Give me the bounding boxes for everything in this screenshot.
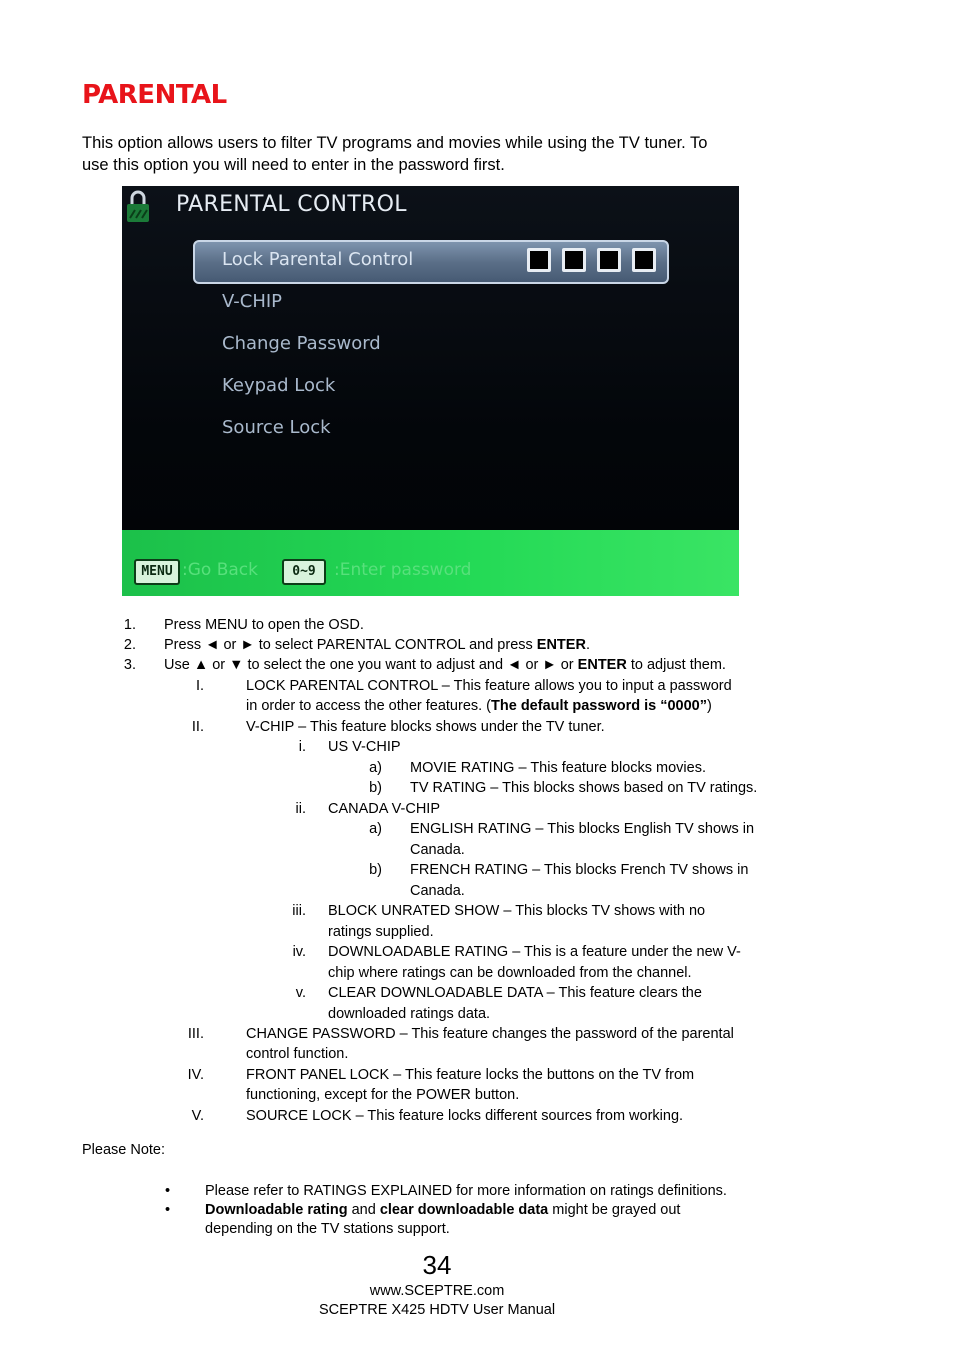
footer-manual-title: SCEPTRE X425 HDTV User Manual xyxy=(318,1302,556,1318)
osd-item-source-lock[interactable]: Source Lock xyxy=(222,417,331,438)
step-text-part: to adjust them. xyxy=(626,657,726,673)
osd-item-lock-parental-control[interactable]: Lock Parental Control xyxy=(222,249,414,270)
item-text: Canada. xyxy=(410,883,465,899)
intro-line-2: use this option you will need to enter in the password first. xyxy=(82,156,505,174)
item-text: ratings supplied. xyxy=(328,924,434,940)
item-number: a) xyxy=(369,821,382,837)
page-title: PARENTAL xyxy=(82,80,227,110)
item-text: US V-CHIP xyxy=(328,739,401,755)
item-number: ii. xyxy=(295,801,306,817)
item-number: b) xyxy=(369,780,382,796)
item-text xyxy=(246,696,712,716)
note-text-part: and xyxy=(347,1202,380,1218)
item-text: Canada. xyxy=(410,842,465,858)
item-text: downloaded ratings data. xyxy=(328,1006,491,1022)
item-number: V. xyxy=(191,1108,204,1124)
enter-key-text: ENTER xyxy=(577,657,627,673)
lock-icon xyxy=(124,188,164,228)
intro-paragraph xyxy=(82,132,822,176)
footer-website: www.SCEPTRE.com xyxy=(369,1283,505,1299)
note-bold-text: clear downloadable data xyxy=(379,1202,549,1218)
item-text: DOWNLOADABLE RATING – This is a feature under the new V- xyxy=(328,944,741,960)
enter-key-text: ENTER xyxy=(536,637,586,653)
item-text: LOCK PARENTAL CONTROL – This feature allows you to input a password xyxy=(246,678,732,694)
item-text: SOURCE LOCK – This feature locks different sources from working. xyxy=(246,1108,684,1124)
osd-title: PARENTAL CONTROL xyxy=(176,192,407,217)
step-number: 2. xyxy=(123,637,136,653)
item-text-part: in order to access the other features. ( xyxy=(246,698,492,714)
item-text: control function. xyxy=(246,1046,349,1062)
item-number: i. xyxy=(298,739,306,755)
osd-item-v-chip[interactable]: V-CHIP xyxy=(222,291,283,312)
step-text: Press MENU to open the OSD. xyxy=(164,617,364,633)
item-text: FRENCH RATING – This blocks French TV shows in xyxy=(410,862,749,878)
step-number: 3. xyxy=(123,657,136,673)
item-text: CHANGE PASSWORD – This feature changes the password of the parental xyxy=(246,1026,734,1042)
page-number: 34 xyxy=(422,1250,452,1280)
item-text: BLOCK UNRATED SHOW – This blocks TV shows with no xyxy=(328,903,706,919)
note-heading: Please Note: xyxy=(82,1142,166,1158)
step-text-part: . xyxy=(585,637,590,653)
password-digit-4[interactable] xyxy=(632,248,656,272)
osd-footer xyxy=(122,530,739,596)
note-text-part: might be grayed out xyxy=(548,1202,681,1218)
item-number: iv. xyxy=(292,944,306,960)
step-text xyxy=(164,655,726,675)
menu-key: MENU xyxy=(134,559,180,585)
item-text: V-CHIP – This feature blocks shows under the TV tuner. xyxy=(246,719,605,735)
osd-screenshot xyxy=(122,186,739,596)
menu-key-label: :Go Back xyxy=(182,560,258,580)
password-digit-3[interactable] xyxy=(597,248,621,272)
item-number: a) xyxy=(369,760,382,776)
osd-item-keypad-lock[interactable]: Keypad Lock xyxy=(222,375,336,396)
intro-line-1: This option allows users to filter TV programs and movies while using the TV tuner. To xyxy=(82,134,708,152)
default-password-text: The default password is “0000” xyxy=(491,698,707,714)
step-text-part: Use ▲ or ▼ to select the one you want to adjust and ◄ or ► or xyxy=(164,657,578,673)
step-text-part: Press ◄ or ► to select PARENTAL CONTROL and press xyxy=(164,637,537,653)
password-digit-1[interactable] xyxy=(527,248,551,272)
note-bullet-text xyxy=(205,1200,680,1220)
bullet-icon: • xyxy=(165,1183,171,1199)
note-bullet-text: Please refer to RATINGS EXPLAINED for more information on ratings definitions. xyxy=(205,1183,727,1199)
password-digit-2[interactable] xyxy=(562,248,586,272)
item-number: II. xyxy=(191,719,204,735)
step-text xyxy=(164,635,590,655)
step-number: 1. xyxy=(123,617,136,633)
digits-key: 0~9 xyxy=(282,559,326,585)
item-text: CANADA V-CHIP xyxy=(328,801,440,817)
item-number: III. xyxy=(187,1026,204,1042)
item-text: FRONT PANEL LOCK – This feature locks the buttons on the TV from xyxy=(246,1067,695,1083)
item-text: TV RATING – This blocks shows based on TV ratings. xyxy=(410,780,758,796)
item-text: functioning, except for the POWER button. xyxy=(246,1087,520,1103)
item-text: MOVIE RATING – This feature blocks movies. xyxy=(410,760,706,776)
item-number: iii. xyxy=(292,903,306,919)
item-text: ENGLISH RATING – This blocks English TV shows in xyxy=(410,821,755,837)
digits-key-label: :Enter password xyxy=(334,560,472,580)
item-number: b) xyxy=(369,862,382,878)
note-bullet-text: depending on the TV stations support. xyxy=(205,1221,450,1237)
password-boxes[interactable] xyxy=(527,248,656,272)
item-number: IV. xyxy=(187,1067,204,1083)
note-bold-text: Downloadable rating xyxy=(205,1202,348,1218)
bullet-icon: • xyxy=(165,1202,171,1218)
item-text-part: ) xyxy=(706,698,712,714)
item-text: CLEAR DOWNLOADABLE DATA – This feature clears the xyxy=(328,985,702,1001)
item-number: v. xyxy=(295,985,306,1001)
item-text: chip where ratings can be downloaded from the channel. xyxy=(328,965,692,981)
item-number: I. xyxy=(195,678,204,694)
osd-item-change-password[interactable]: Change Password xyxy=(222,333,381,354)
